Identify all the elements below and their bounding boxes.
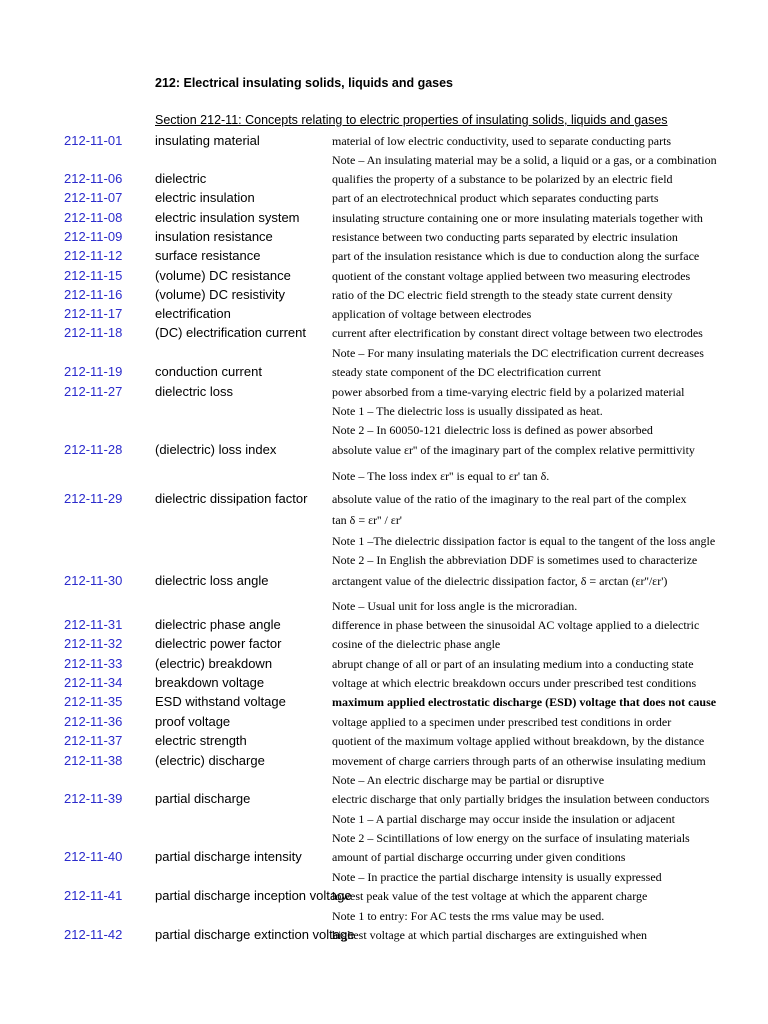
term-row: [0, 675, 696, 694]
term-row: [0, 229, 696, 248]
term-definition: part of the insulation resistance which is due to conduction along the surface: [332, 249, 700, 263]
term-definition: arctangent value of the dielectric dissipation factor, δ = arctan (εr''/εr'): [332, 574, 668, 588]
term-code: 212-11-32: [64, 636, 123, 651]
term-name: (DC) electrification current: [155, 325, 306, 340]
term-code: 212-11-40: [64, 849, 123, 864]
term-definition: material of low electric conductivity, used to separate conducting parts: [332, 134, 672, 148]
term-row: [0, 772, 696, 791]
term-definition: difference in phase between the sinusoidal AC voltage applied to a dielectric: [332, 618, 700, 632]
term-name: (electric) breakdown: [155, 656, 273, 671]
term-name: dielectric loss angle: [155, 573, 269, 588]
term-row: [0, 636, 696, 655]
section-title: Section 212-11: Concepts relating to electric properties of insulating solids, liquids and gases: [155, 113, 668, 127]
term-name: electric insulation: [155, 190, 255, 205]
term-code: 212-11-06: [64, 171, 123, 186]
term-row: [0, 888, 696, 907]
term-code: 212-11-30: [64, 573, 123, 588]
term-definition: movement of charge carriers through parts of an otherwise insulating medium: [332, 754, 706, 768]
term-row: [0, 306, 696, 325]
term-definition: Note – An insulating material may be a solid, a liquid or a gas, or a combination: [332, 153, 717, 167]
term-definition: voltage applied to a specimen under prescribed test conditions in order: [332, 715, 672, 729]
term-definition: tan δ = εr'' / εr': [332, 513, 402, 527]
term-row: [0, 552, 696, 571]
term-definition: resistance between two conducting parts separated by electric insulation: [332, 230, 678, 244]
term-name: conduction current: [155, 364, 262, 379]
term-name: (electric) discharge: [155, 753, 265, 768]
term-definition: Note 1 –The dielectric dissipation factor is equal to the tangent of the loss angle: [332, 534, 716, 548]
term-definition: Note – An electric discharge may be partial or disruptive: [332, 773, 605, 787]
chapter-title: 212: Electrical insulating solids, liquids and gases: [155, 76, 454, 90]
term-code: 212-11-31: [64, 617, 123, 632]
term-row: [0, 617, 700, 636]
term-name: dielectric: [155, 171, 207, 186]
term-name: dielectric power factor: [155, 636, 282, 651]
term-row: [0, 468, 696, 487]
term-definition: Note 1 – The dielectric loss is usually dissipated as heat.: [332, 404, 603, 418]
term-name: ESD withstand voltage: [155, 694, 286, 709]
term-code: 212-11-08: [64, 210, 123, 225]
term-definition: Note – Usual unit for loss angle is the microradian.: [332, 599, 578, 613]
term-definition: quotient of the maximum voltage applied without breakdown, by the distance: [332, 734, 705, 748]
term-code: 212-11-37: [64, 733, 123, 748]
term-code: 212-11-39: [64, 791, 123, 806]
term-code: 212-11-12: [64, 248, 123, 263]
term-row: [0, 733, 705, 752]
term-name: electrification: [155, 306, 231, 321]
term-definition: maximum applied electrostatic discharge (ESD) voltage that does not cause: [332, 695, 717, 709]
term-row: [0, 656, 696, 675]
term-row: [0, 830, 696, 849]
term-row: [0, 533, 716, 552]
term-row: [0, 598, 696, 617]
term-name: dielectric phase angle: [155, 617, 281, 632]
term-row: [0, 152, 717, 171]
term-row: [0, 422, 696, 441]
term-name: electric insulation system: [155, 210, 300, 225]
term-code: 212-11-35: [64, 694, 123, 709]
term-code: 212-11-18: [64, 325, 123, 340]
term-row: [0, 791, 710, 810]
term-definition: Note – The loss index εr'' is equal to εr' tan δ.: [332, 469, 550, 483]
term-name: dielectric dissipation factor: [155, 491, 308, 506]
term-row: [0, 573, 696, 592]
term-code: 212-11-07: [64, 190, 123, 205]
term-code: 212-11-33: [64, 656, 123, 671]
term-row: [0, 442, 696, 461]
term-definition: insulating structure containing one or more insulating materials together with: [332, 211, 703, 225]
term-name: surface resistance: [155, 248, 261, 263]
term-name: electric strength: [155, 733, 247, 748]
term-definition: application of voltage between electrodes: [332, 307, 532, 321]
term-definition: Note 2 – Scintillations of low energy on the surface of insulating materials: [332, 831, 690, 845]
term-row: [0, 268, 696, 287]
term-name: (volume) DC resistivity: [155, 287, 286, 302]
term-name: breakdown voltage: [155, 675, 265, 690]
term-row: [0, 287, 696, 306]
term-row: [0, 491, 696, 510]
term-code: 212-11-19: [64, 364, 123, 379]
term-definition: Note 1 to entry: For AC tests the rms value may be used.: [332, 909, 605, 923]
term-definition: part of an electrotechnical product which separates conducting parts: [332, 191, 659, 205]
term-code: 212-11-42: [64, 927, 123, 942]
term-definition: Note – In practice the partial discharge intensity is usually expressed: [332, 870, 662, 884]
term-row: [0, 512, 696, 531]
term-definition: highest voltage at which partial discharges are extinguished when: [332, 928, 648, 942]
term-name: (dielectric) loss index: [155, 442, 277, 457]
term-code: 212-11-09: [64, 229, 123, 244]
term-definition: abrupt change of all or part of an insulating medium into a conducting state: [332, 657, 694, 671]
term-code: 212-11-34: [64, 675, 123, 690]
term-definition: Note 1 – A partial discharge may occur inside the insulation or adjacent: [332, 812, 676, 826]
term-code: 212-11-01: [64, 133, 123, 148]
term-definition: cosine of the dielectric phase angle: [332, 637, 501, 651]
term-name: (volume) DC resistance: [155, 268, 291, 283]
term-code: 212-11-41: [64, 888, 123, 903]
term-row: [0, 869, 696, 888]
term-definition: Note 2 – In 60050-121 dielectric loss is defined as power absorbed: [332, 423, 653, 437]
term-row: [0, 133, 696, 152]
term-row: [0, 210, 703, 229]
term-code: 212-11-36: [64, 714, 123, 729]
term-row: [0, 345, 704, 364]
term-name: dielectric loss: [155, 384, 234, 399]
term-row: [0, 811, 696, 830]
term-definition: ratio of the DC electric field strength to the steady state current density: [332, 288, 673, 302]
term-name: partial discharge extinction voltage: [155, 927, 355, 942]
term-row: [0, 694, 717, 713]
term-definition: absolute value of the ratio of the imaginary to the real part of the complex: [332, 492, 687, 506]
term-code: 212-11-27: [64, 384, 123, 399]
term-row: [0, 403, 696, 422]
term-code: 212-11-16: [64, 287, 123, 302]
term-name: insulation resistance: [155, 229, 273, 244]
term-code: 212-11-17: [64, 306, 123, 321]
term-row: [0, 714, 696, 733]
term-definition: Note 2 – In English the abbreviation DDF is sometimes used to characterize: [332, 553, 698, 567]
term-definition: qualifies the property of a substance to be polarized by an electric field: [332, 172, 673, 186]
term-definition: quotient of the constant voltage applied between two measuring electrodes: [332, 269, 691, 283]
term-row: [0, 325, 703, 344]
term-row: [0, 908, 696, 927]
term-name: partial discharge: [155, 791, 251, 806]
term-name: insulating material: [155, 133, 260, 148]
term-code: 212-11-15: [64, 268, 123, 283]
term-definition: steady state component of the DC electrification current: [332, 365, 601, 379]
term-row: [0, 927, 696, 946]
term-row: [0, 753, 706, 772]
term-definition: lowest peak value of the test voltage at which the apparent charge: [332, 889, 648, 903]
term-row: [0, 171, 696, 190]
term-definition: voltage at which electric breakdown occurs under prescribed test conditions: [332, 676, 697, 690]
term-definition: Note – For many insulating materials the DC electrification current decreases: [332, 346, 704, 360]
term-name: partial discharge intensity: [155, 849, 302, 864]
term-definition: current after electrification by constant direct voltage between two electrodes: [332, 326, 703, 340]
term-definition: absolute value εr'' of the imaginary part of the complex relative permittivity: [332, 443, 695, 457]
term-row: [0, 849, 696, 868]
term-definition: electric discharge that only partially bridges the insulation between conductors: [332, 792, 710, 806]
term-row: [0, 364, 696, 383]
term-row: [0, 190, 696, 209]
term-code: 212-11-38: [64, 753, 123, 768]
term-code: 212-11-29: [64, 491, 123, 506]
term-row: [0, 384, 696, 403]
term-definition: power absorbed from a time-varying electric field by a polarized material: [332, 385, 685, 399]
term-name: proof voltage: [155, 714, 231, 729]
term-row: [0, 248, 700, 267]
term-definition: amount of partial discharge occurring under given conditions: [332, 850, 626, 864]
term-code: 212-11-28: [64, 442, 123, 457]
term-name: partial discharge inception voltage: [155, 888, 352, 903]
